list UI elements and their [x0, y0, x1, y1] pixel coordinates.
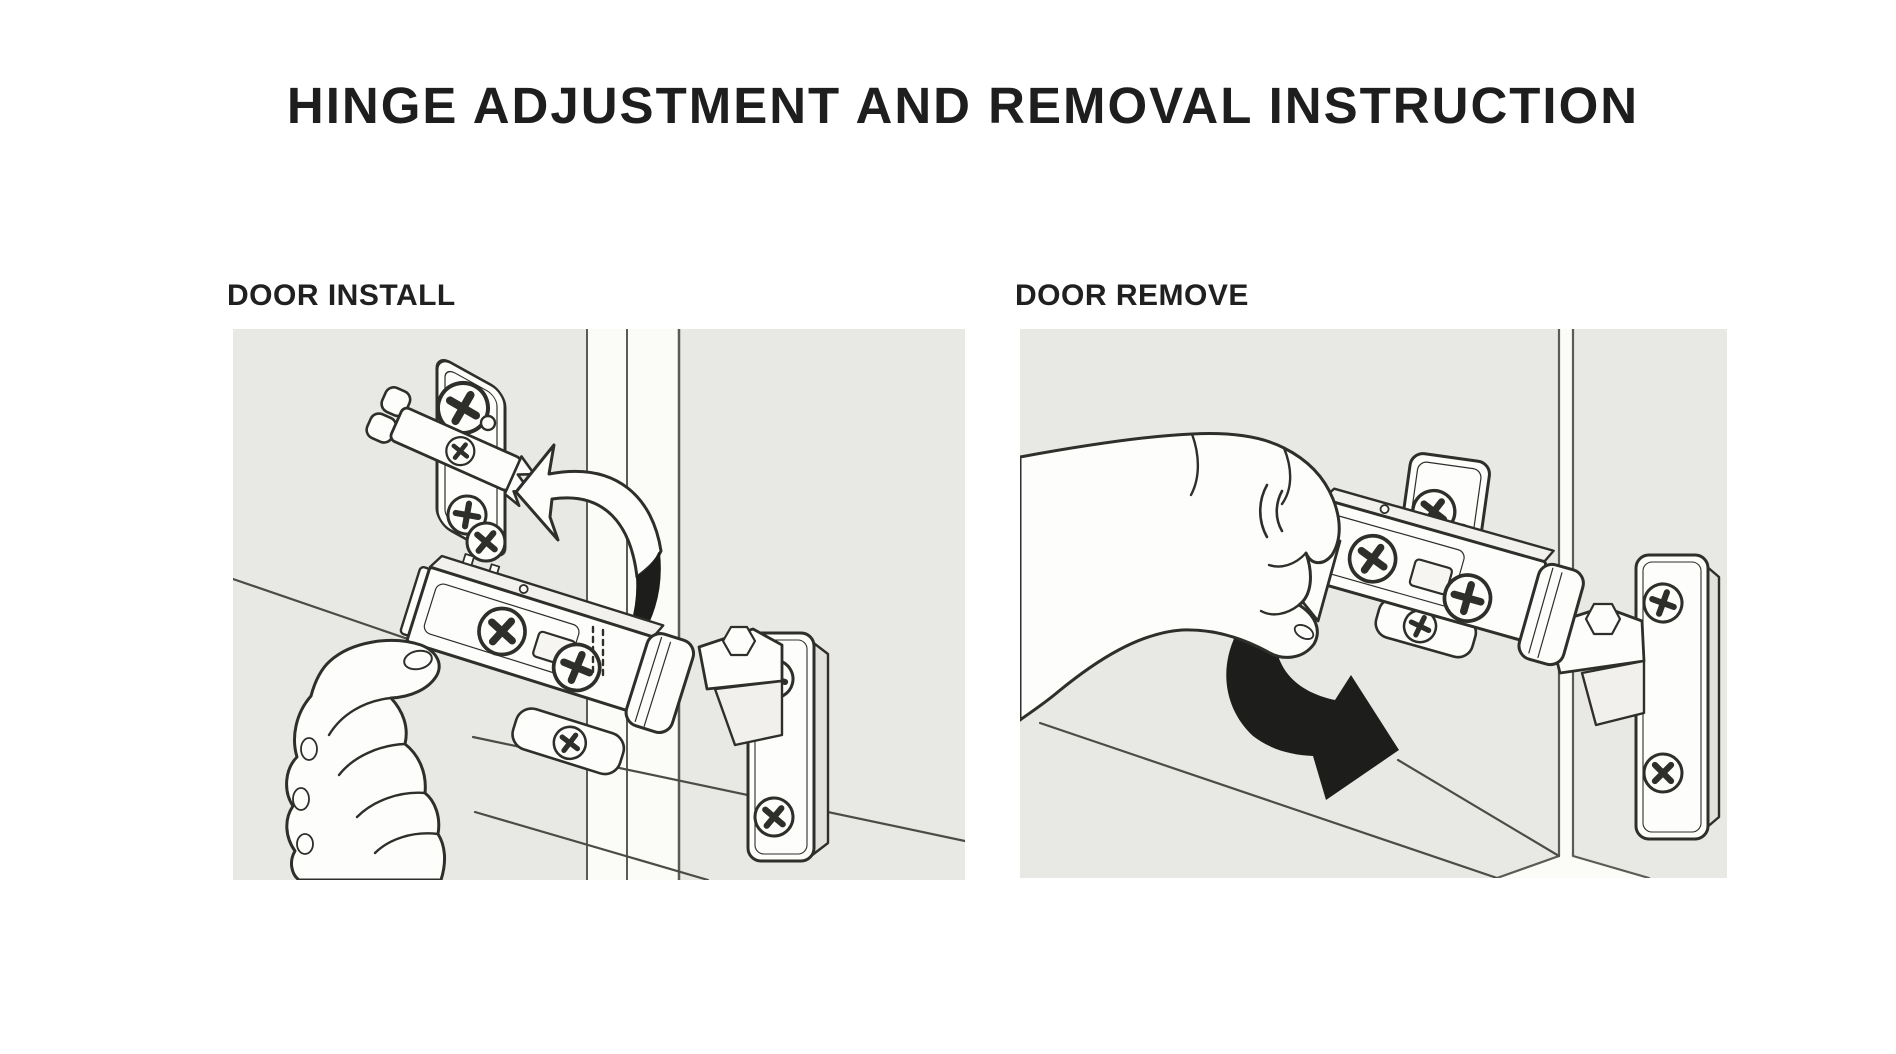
page-title: HINGE ADJUSTMENT AND REMOVAL INSTRUCTION: [286, 77, 1640, 134]
hand-icon: [287, 640, 445, 880]
section-label-door-remove: DOOR REMOVE: [1015, 279, 1249, 312]
hand-icon: [1020, 434, 1339, 720]
door-remove-drawing: [1020, 329, 1727, 878]
door-install-drawing: [233, 329, 965, 880]
hinge-linkage: [699, 627, 782, 745]
linkage-knuckle: [723, 627, 755, 655]
plate-hole: [481, 416, 495, 430]
cross-mounting-plate: [1636, 555, 1719, 839]
cabinet-edge-panel: [587, 329, 679, 880]
section-label-door-install: DOOR INSTALL: [227, 279, 456, 312]
linkage-knuckle: [1586, 604, 1620, 634]
door-install-illustration: [233, 329, 965, 880]
door-remove-illustration: [1020, 329, 1727, 878]
